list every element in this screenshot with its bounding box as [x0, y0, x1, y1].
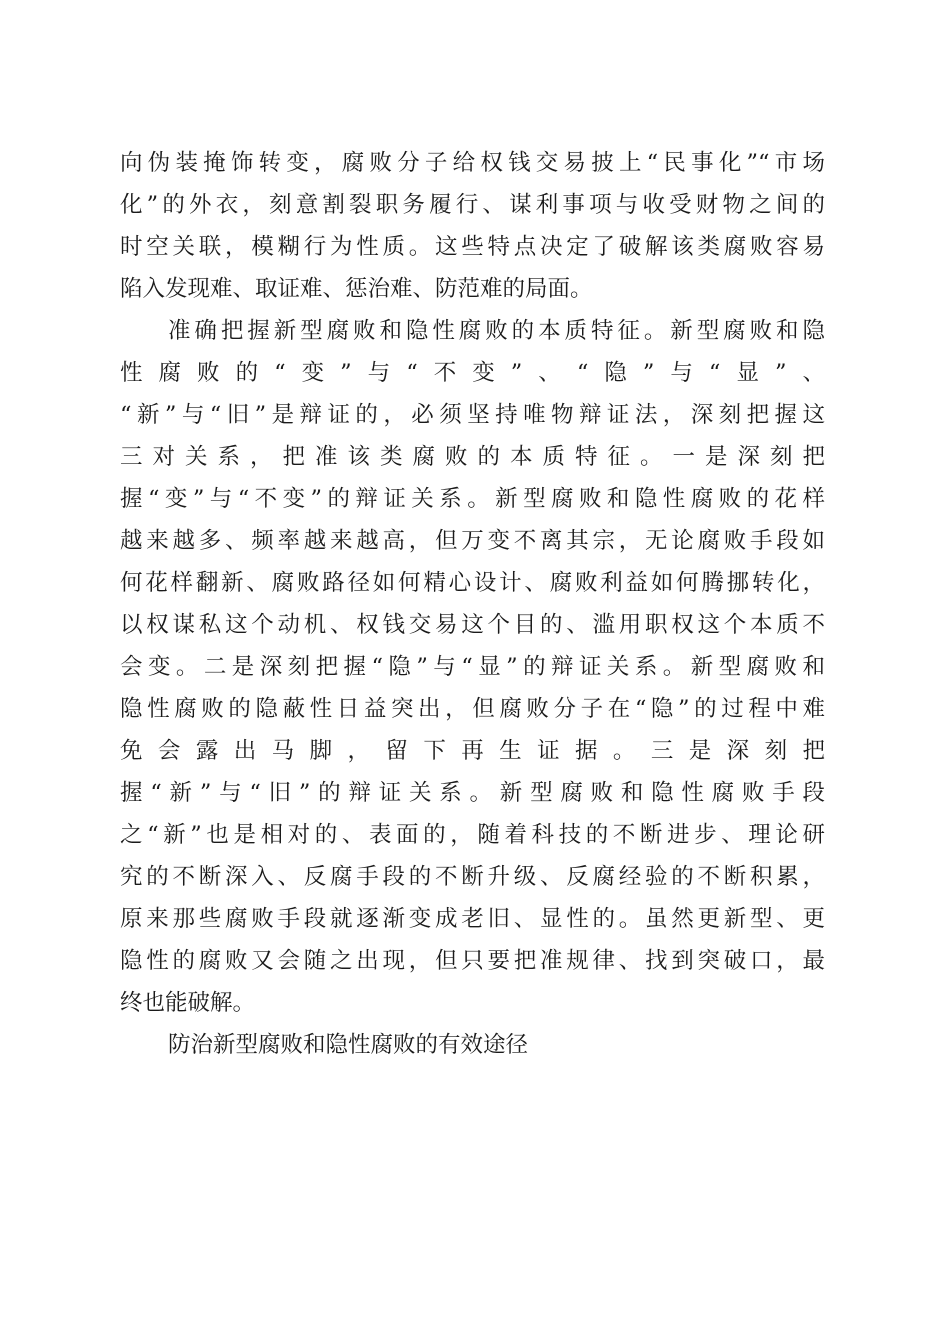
text-line: 化”的外衣，刻意割裂职务履行、谋利事项与收受财物之间的: [120, 192, 825, 218]
text-line: 向伪装掩饰转变，腐败分子给权钱交易披上“民事化”“市场: [120, 150, 825, 176]
text-line: “新”与“旧”是辩证的，必须坚持唯物辩证法，深刻把握这: [120, 402, 825, 428]
text-line: 究的不断深入、反腐手段的不断升级、反腐经验的不断积累，: [120, 864, 825, 890]
text-line: 免会露出马脚，留下再生证据。三是深刻把: [120, 738, 825, 764]
text-line: 隐性的腐败又会随之出现，但只要把准规律、找到突破口，最: [120, 948, 825, 974]
text-line: 握“新”与“旧”的辩证关系。新型腐败和隐性腐败手段: [120, 780, 825, 806]
text-line: 越来越多、频率越来越高，但万变不离其宗，无论腐败手段如: [120, 528, 825, 554]
text-line: 终也能破解。: [120, 990, 256, 1016]
text-line: 隐性腐败的隐蔽性日益突出，但腐败分子在“隐”的过程中难: [120, 696, 825, 722]
section-heading-line: 准确把握新型腐败和隐性腐败的本质特征。新型腐败和隐: [168, 318, 825, 344]
text-line: 何花样翻新、腐败路径如何精心设计、腐败利益如何腾挪转化，: [120, 570, 825, 596]
section-heading: 防治新型腐败和隐性腐败的有效途径: [168, 1032, 529, 1058]
text-line: 会变。二是深刻把握“隐”与“显”的辩证关系。新型腐败和: [120, 654, 825, 680]
text-line: 握“变”与“不变”的辩证关系。新型腐败和隐性腐败的花样: [120, 486, 825, 512]
text-line: 原来那些腐败手段就逐渐变成老旧、显性的。虽然更新型、更: [120, 906, 825, 932]
text-line: 之“新”也是相对的、表面的，随着科技的不断进步、理论研: [120, 822, 825, 848]
text-line: 三对关系，把准该类腐败的本质特征。一是深刻把: [120, 444, 825, 470]
text-line: 性腐败的“变”与“不变”、“隐”与“显”、: [120, 360, 825, 386]
text-line: 以权谋私这个动机、权钱交易这个目的、滥用职权这个本质不: [120, 612, 825, 638]
text-line: 陷入发现难、取证难、惩治难、防范难的局面。: [120, 276, 593, 302]
text-line: 时空关联，模糊行为性质。这些特点决定了破解该类腐败容易: [120, 234, 825, 260]
body-text: [120, 142, 825, 1066]
